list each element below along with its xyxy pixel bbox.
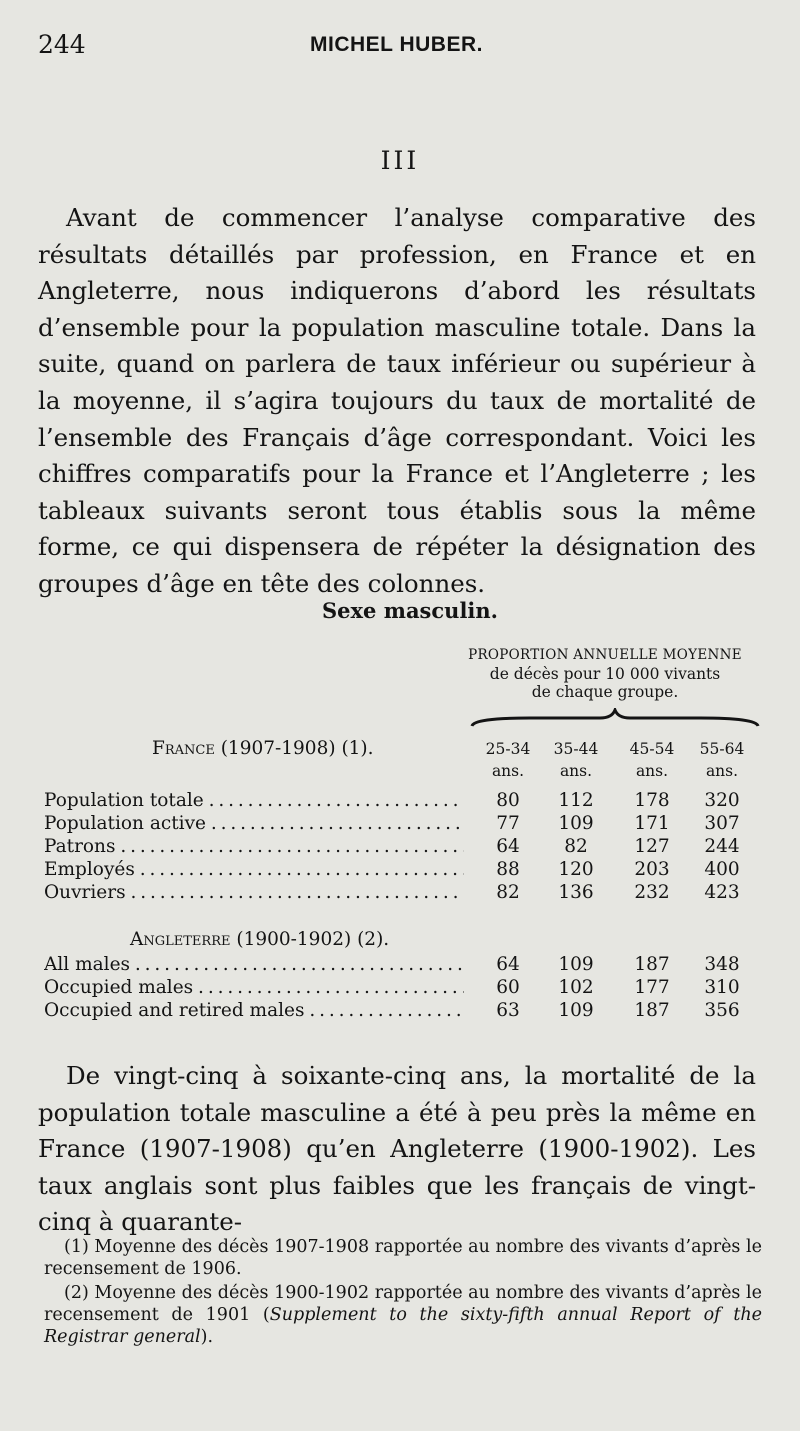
value-cell: 120 bbox=[558, 859, 594, 880]
caption-line-3: de chaque groupe. bbox=[531, 683, 679, 701]
value-cell: 307 bbox=[704, 813, 740, 834]
value-cell: 88 bbox=[496, 859, 520, 880]
running-head: MICHEL HUBER. bbox=[310, 33, 483, 56]
table-row bbox=[44, 1000, 764, 1022]
value-cell: 136 bbox=[558, 882, 594, 903]
footnote-2-text: (2) Moyenne des décès 1900-1902 rapportée au nombre des vivants d’après le recensement de 1901 ( bbox=[44, 1283, 762, 1325]
value-cell: 64 bbox=[496, 836, 520, 857]
row-label: All males . . . bbox=[44, 954, 464, 975]
value-cell: 127 bbox=[634, 836, 670, 857]
age-range: 55-64 bbox=[699, 740, 745, 758]
value-cell: 187 bbox=[634, 1000, 670, 1021]
footnote-2-end: ). bbox=[200, 1327, 214, 1347]
france-group-heading bbox=[152, 738, 374, 759]
age-unit: ans. bbox=[705, 762, 739, 780]
value-cell: 60 bbox=[496, 977, 520, 998]
footnote-2-source-title: Supplement to the sixty-fifth annual Report of the Registrar general bbox=[44, 1305, 762, 1347]
table-row bbox=[44, 836, 764, 858]
value-cell: 80 bbox=[496, 790, 520, 811]
france-period: (1907-1908) (1). bbox=[214, 738, 374, 759]
value-cell: 112 bbox=[558, 790, 594, 811]
value-cell: 63 bbox=[496, 1000, 520, 1021]
value-cell: 244 bbox=[704, 836, 740, 857]
value-cell: 400 bbox=[704, 859, 740, 880]
age-column-header bbox=[689, 738, 755, 782]
row-label: Occupied and retired males . . . bbox=[44, 1000, 464, 1021]
caption-line-1: PROPORTION ANNUELLE MOYENNE bbox=[468, 647, 742, 663]
row-label: Ouvriers . . . bbox=[44, 882, 464, 903]
row-label: Population totale . . . bbox=[44, 790, 464, 811]
page-header bbox=[38, 30, 758, 64]
value-cell: 171 bbox=[634, 813, 670, 834]
footnotes bbox=[44, 1236, 762, 1350]
value-cell: 310 bbox=[704, 977, 740, 998]
age-unit: ans. bbox=[559, 762, 593, 780]
age-column-header bbox=[475, 738, 541, 782]
footnote-2 bbox=[44, 1282, 762, 1348]
value-cell: 109 bbox=[558, 954, 594, 975]
table-row bbox=[44, 882, 764, 904]
caption-line-2: de décès pour 10 000 vivants bbox=[489, 664, 721, 683]
value-cell: 109 bbox=[558, 813, 594, 834]
value-cell: 178 bbox=[634, 790, 670, 811]
value-cell: 102 bbox=[558, 977, 594, 998]
age-unit: ans. bbox=[635, 762, 669, 780]
table-row bbox=[44, 977, 764, 999]
footnote-1: (1) Moyenne des décès 1907-1908 rapportée au nombre des vivants d’après le recensement de 1906. bbox=[44, 1237, 762, 1279]
row-label: Population active . . . bbox=[44, 813, 464, 834]
value-cell: 348 bbox=[704, 954, 740, 975]
age-range: 45-54 bbox=[629, 740, 675, 758]
england-country-name: Angleterre bbox=[130, 929, 231, 950]
page-number: 244 bbox=[38, 30, 86, 59]
section-number: III bbox=[380, 146, 420, 175]
value-cell: 177 bbox=[634, 977, 670, 998]
value-cell: 320 bbox=[704, 790, 740, 811]
body-paragraph-1: Avant de commencer l’analyse comparative des résultats détaillés par profession, en France et en Angleterre, nous indiquerons d’abord les résultats d’ensemble pour la population masculine totale. Dans la suite, quand on parlera de taux inférieur ou supérieur à la moyenne, il s’agira toujours du taux de mortalité de l’ensemble des Français d’âge correspondant. Voici les chiffres comparatifs pour la France et l’Angleterre ; les tableaux suivants seront tous établis sous la même forme, ce qui dispensera de répéter la désignation des groupes d’âge en tête des colonnes. bbox=[38, 203, 756, 598]
value-cell: 203 bbox=[634, 859, 670, 880]
age-range: 35-44 bbox=[553, 740, 599, 758]
france-country-name: France bbox=[152, 738, 215, 759]
age-range: 25-34 bbox=[485, 740, 531, 758]
age-column-header bbox=[619, 738, 685, 782]
row-label: Employés . . . bbox=[44, 859, 464, 880]
column-caption bbox=[440, 646, 770, 702]
value-cell: 423 bbox=[704, 882, 740, 903]
row-label: Occupied males . . . bbox=[44, 977, 464, 998]
value-cell: 77 bbox=[496, 813, 520, 834]
age-unit: ans. bbox=[491, 762, 525, 780]
body-paragraph-2: De vingt-cinq à soixante-cinq ans, la mortalité de la population totale masculine a été à peu près la même en France (1907-1908) qu’en Angleterre (1900-1902). Les taux anglais sont plus faibles que les français de vingt-cinq à quarante- bbox=[38, 1061, 756, 1237]
table-title: Sexe masculin. bbox=[322, 598, 498, 623]
value-cell: 109 bbox=[558, 1000, 594, 1021]
value-cell: 82 bbox=[496, 882, 520, 903]
value-cell: 232 bbox=[634, 882, 670, 903]
value-cell: 356 bbox=[704, 1000, 740, 1021]
england-group-heading bbox=[130, 929, 389, 950]
row-label: Patrons . . . bbox=[44, 836, 464, 857]
value-cell: 82 bbox=[564, 836, 588, 857]
value-cell: 187 bbox=[634, 954, 670, 975]
table-row bbox=[44, 813, 764, 835]
england-period: (1900-1902) (2). bbox=[230, 929, 390, 950]
table-row bbox=[44, 954, 764, 976]
age-column-header bbox=[543, 738, 609, 782]
grouping-brace bbox=[470, 708, 760, 730]
table-row bbox=[44, 790, 764, 812]
value-cell: 64 bbox=[496, 954, 520, 975]
table-row bbox=[44, 859, 764, 881]
